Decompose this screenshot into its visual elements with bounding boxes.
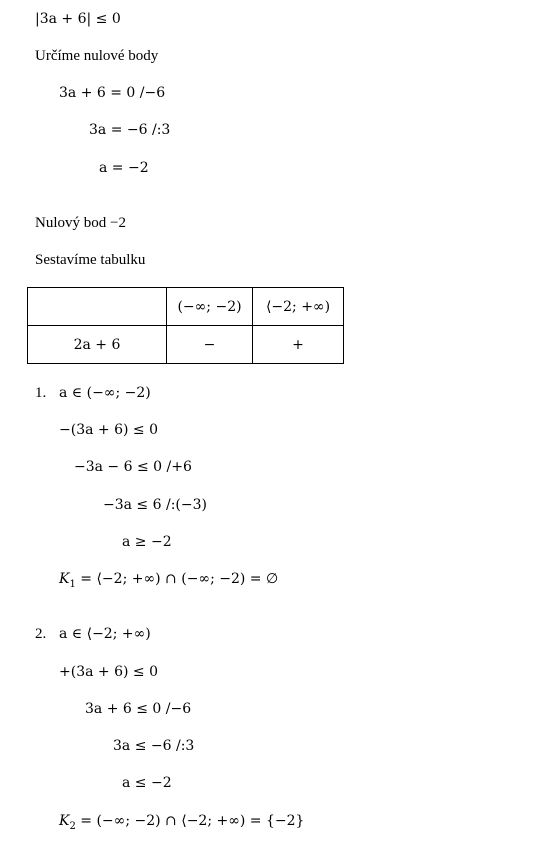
equation-step-2: 3a = −6 /:3 (89, 122, 171, 138)
case1-k-rest: = ⟨−2; +∞) ∩ (−∞; −2) = ∅ (75, 571, 279, 587)
table-cell: ⟨−2; +∞) (253, 288, 344, 326)
zero-point-text: Nulový bod −2 (35, 215, 126, 231)
step-table: Sestavíme tabulku (35, 252, 146, 268)
case2-number: 2. (35, 626, 47, 642)
case2-line-4: a ≤ −2 (122, 775, 172, 791)
equation-step-1: 3a + 6 = 0 /−6 (59, 85, 166, 101)
table-cell (28, 288, 167, 326)
case2-line-3: 3a ≤ −6 /:3 (113, 738, 195, 754)
problem-inequality: |3a + 6| ≤ 0 (35, 11, 121, 27)
case1-k-index: 1 (69, 579, 76, 590)
case1-condition: a ∈ (−∞; −2) (59, 385, 151, 401)
case2-k-rest: = (−∞; −2) ∩ ⟨−2; +∞) = {−2} (75, 813, 305, 829)
case1-result (59, 570, 278, 590)
case2-k-index: 2 (69, 821, 76, 832)
table-cell: (−∞; −2) (167, 288, 253, 326)
table-cell: 2a + 6 (28, 326, 167, 364)
case1-line-1: −(3a + 6) ≤ 0 (59, 422, 158, 438)
case2-line-2: 3a + 6 ≤ 0 /−6 (85, 701, 192, 717)
sign-table (27, 287, 344, 364)
equation-step-3: a = −2 (99, 160, 149, 176)
case1-number: 1. (35, 385, 47, 401)
table-cell: + (253, 326, 344, 364)
case1-line-3: −3a ≤ 6 /:(−3) (103, 497, 207, 513)
case2-line-1: +(3a + 6) ≤ 0 (59, 664, 158, 680)
table-row (28, 326, 344, 364)
table-header-row (28, 288, 344, 326)
case2-k-label: K (59, 813, 70, 829)
case2-condition: a ∈ ⟨−2; +∞) (59, 626, 151, 642)
table-cell: − (167, 326, 253, 364)
case2-result (59, 812, 304, 832)
case1-line-4: a ≥ −2 (122, 534, 172, 550)
case1-line-2: −3a − 6 ≤ 0 /+6 (74, 459, 192, 475)
step-zero-points: Určíme nulové body (35, 48, 159, 64)
case1-k-label: K (59, 571, 70, 587)
